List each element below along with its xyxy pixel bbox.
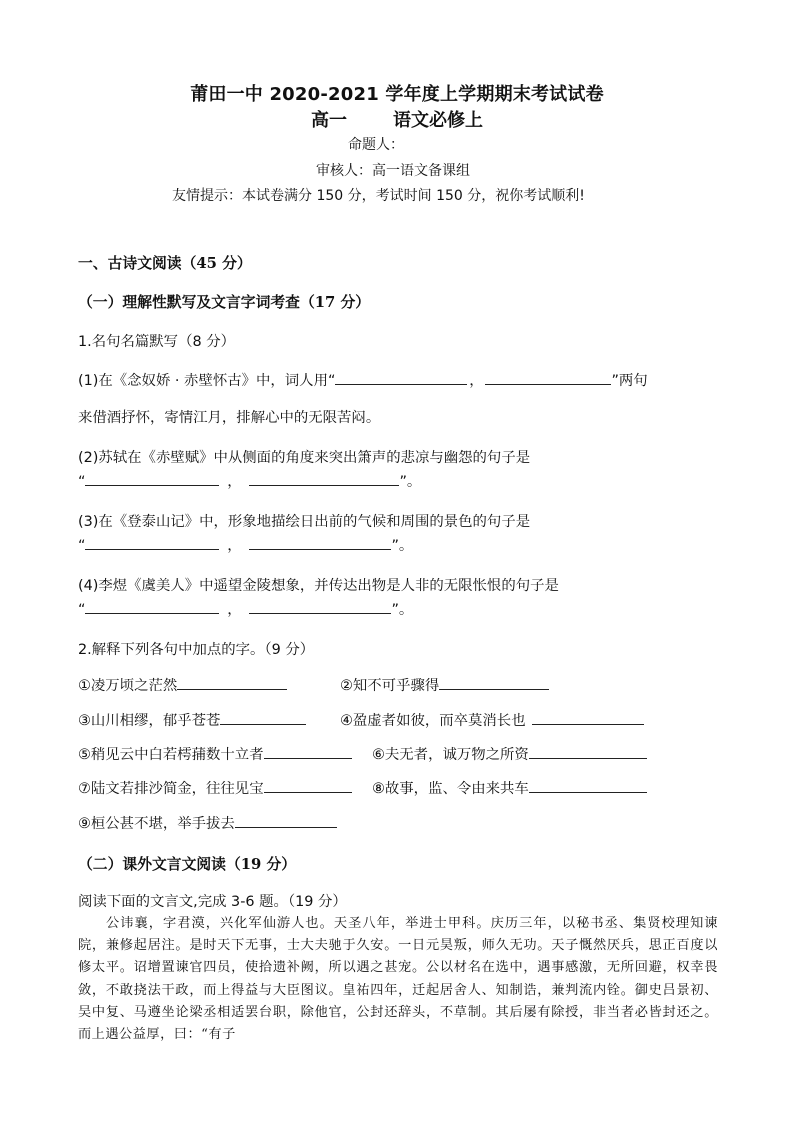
answer-blank[interactable] <box>85 599 219 614</box>
q1-s1 <box>78 369 648 390</box>
q2-item: ④盈虚者如彼，而卒莫消长也 <box>340 709 644 730</box>
q1-s4-blanks: “ ， ”。 <box>78 598 413 619</box>
answer-blank[interactable] <box>85 471 219 486</box>
q2-item: ①凌万顷之茫然 <box>78 674 287 695</box>
q1-s1-comma: ， <box>469 373 484 389</box>
q2-item: ②知不可乎骤得 <box>340 674 549 695</box>
subject-label: 语文必修上 <box>393 110 483 131</box>
answer-blank[interactable] <box>439 675 549 690</box>
answer-blank[interactable] <box>85 535 219 550</box>
answer-blank[interactable] <box>249 471 399 486</box>
grade-label: 高一 <box>311 110 347 131</box>
setter-line: 命题人： <box>348 137 404 153</box>
answer-blank[interactable] <box>264 744 352 759</box>
q1-s1-text: (1)在《念奴娇 · 赤壁怀古》中，词人用“ <box>78 373 336 389</box>
classical-passage <box>78 913 718 1046</box>
q1-s2-blanks: “ ， ”。 <box>78 470 421 491</box>
q1-s2: (2)苏轼在《赤壁赋》中从侧面的角度来突出箫声的悲凉与幽怨的句子是 <box>78 450 531 466</box>
answer-blank[interactable] <box>335 370 467 385</box>
passage-intro: 阅读下面的文言文,完成 3-6 题。（19 分） <box>78 894 347 910</box>
answer-blank[interactable] <box>264 778 352 793</box>
q2-item: ⑦陆文若排沙简金，往往见宝 <box>78 777 352 798</box>
reviewer-line: 审核人：高一语文备课组 <box>316 163 470 179</box>
answer-blank[interactable] <box>235 813 337 828</box>
part2-title: （二）课外文言文阅读（19 分） <box>78 856 297 873</box>
q1-s3-blanks: “ ， ”。 <box>78 534 413 555</box>
q1-s4: (4)李煜《虞美人》中遥望金陵想象，并传达出物是人非的无限怅恨的句子是 <box>78 578 559 594</box>
exam-title: 莆田一中 2020-2021 学年度上学期期末考试试卷 <box>190 84 604 105</box>
q1-s3: (3)在《登泰山记》中，形象地描绘日出前的气候和周围的景色的句子是 <box>78 514 531 530</box>
q2-item: ⑨桓公甚不堪，举手拔去 <box>78 812 337 833</box>
q2-title: 2.解释下列各句中加点的字。（9 分） <box>78 642 315 658</box>
passage-text: 公讳襄，字君漠，兴化军仙游人也。天圣八年，举进士甲科。庆历三年，以秘书丞、集贤校理知谏院，兼修起居注。是时天下无事，士大夫驰于久安。一日元昊叛，师久无功。天子慨然厌兵，思正百度以修太平。诏增置谏官四员，使拾遗补阙，所以遇之甚宠。公以材名在选中，遇事感激，无所回避，权幸畏敛，不敢挠法干政，而上得益与大臣图议。皇祐四年，迁起居舍人、知制诰，兼判流内铨。御史吕景初、吴中复、马遵坐论梁丞相适罢台职，除他官，公封还辞头，不草制。其后屡有除授，非当者必皆封还之。而上遇公益厚，曰：“有子 <box>78 916 718 1043</box>
q2-item: ⑥夫无者，诚万物之所资 <box>372 743 647 764</box>
answer-blank[interactable] <box>220 710 306 725</box>
answer-blank[interactable] <box>485 370 611 385</box>
q1-s1-end: ”两句 <box>611 373 648 389</box>
q1-title: 1.名句名篇默写（8 分） <box>78 334 235 350</box>
q2-item: ③山川相缪，郁乎苍苍 <box>78 709 306 730</box>
answer-blank[interactable] <box>177 675 287 690</box>
answer-blank[interactable] <box>529 744 647 759</box>
answer-blank[interactable] <box>249 599 391 614</box>
exam-subtitle <box>0 106 794 132</box>
answer-blank[interactable] <box>249 535 391 550</box>
tip-line: 友情提示：本试卷满分 150 分，考试时间 150 分，祝你考试顺利! <box>172 188 585 204</box>
answer-blank[interactable] <box>529 778 647 793</box>
q2-item: ⑧故事，监、令由来共车 <box>372 777 647 798</box>
q2-item: ⑤稍见云中白若樗蒱数十立者 <box>78 743 352 764</box>
answer-blank[interactable] <box>532 710 644 725</box>
q1-s1-cont: 来借酒抒怀，寄情江月，排解心中的无限苦闷。 <box>78 410 381 426</box>
section1-title: 一、古诗文阅读（45 分） <box>78 255 252 272</box>
part1-title: （一）理解性默写及文言字词考查（17 分） <box>78 294 371 311</box>
